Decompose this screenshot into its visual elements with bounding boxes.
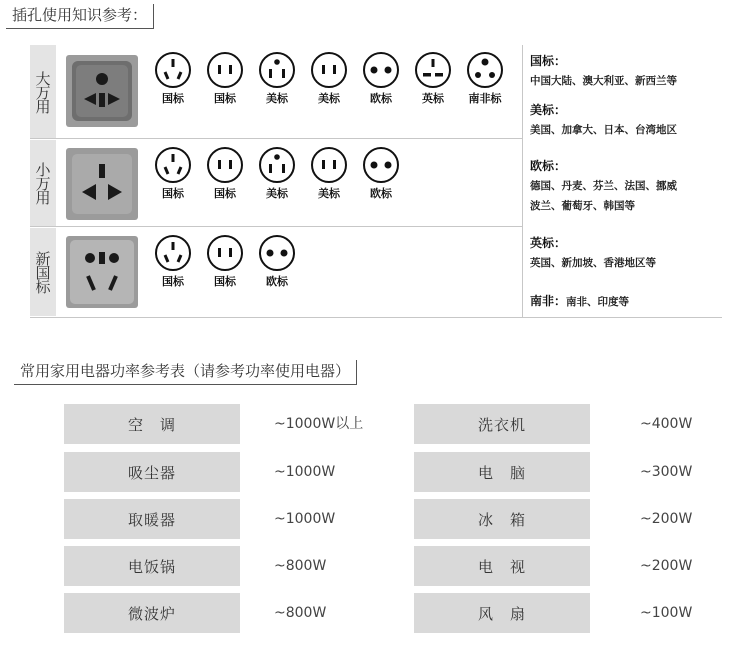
region-meibiao [530, 101, 730, 140]
plug-standard-label: 英标 [422, 92, 444, 105]
appliance-name: 电 脑 [414, 452, 590, 492]
plug-list [148, 146, 522, 226]
appliance-power: ~100W [640, 605, 693, 621]
plug-item [356, 146, 406, 201]
region-title: 欧标： [530, 159, 567, 173]
power-row [64, 593, 704, 633]
region-text: 德国、丹麦、芬兰、法国、挪威 [530, 180, 677, 192]
power-section-title: 常用家用电器功率参考表（请参考功率使用电器） [14, 360, 357, 385]
eu-round-pin-plug-icon [252, 234, 302, 272]
region-text: 英国、新加坡、香港地区等 [530, 257, 656, 269]
region-nanfei [530, 290, 730, 309]
plug-standard-label: 欧标 [266, 275, 288, 288]
appliance-name: 电 视 [414, 546, 590, 586]
socket-section-title: 插孔使用知识参考： [6, 4, 154, 29]
appliance-name: 洗衣机 [414, 404, 590, 444]
region-title: 南非： [530, 294, 567, 308]
row-label: 小万用 [30, 140, 56, 226]
appliance-power: ~300W [640, 464, 693, 480]
plug-item [252, 51, 302, 106]
power-row [64, 546, 704, 586]
appliance-power: ~1000W [274, 464, 336, 480]
appliance-name: 取暖器 [64, 499, 240, 539]
appliance-name: 电饭锅 [64, 546, 240, 586]
appliance-name: 风 扇 [414, 593, 590, 633]
power-row [64, 452, 704, 492]
plug-list [148, 234, 522, 314]
region-text: 美国、加拿大、日本、台湾地区 [530, 124, 677, 136]
power-row [64, 499, 704, 539]
region-title: 国标： [530, 54, 567, 68]
region-title: 英标： [530, 236, 567, 250]
south-africa-plug-icon [460, 51, 510, 89]
column-divider [522, 45, 523, 317]
two-flat-pin-plug-icon [304, 51, 354, 89]
region-text: 波兰、葡萄牙、韩国等 [530, 200, 635, 212]
new-national-socket-photo [66, 236, 138, 308]
appliance-power: ~1000W以上 [274, 416, 364, 432]
plug-item [408, 51, 458, 106]
plug-item [252, 146, 302, 201]
us-three-pin-plug-icon [252, 51, 302, 89]
plug-standard-label: 欧标 [370, 187, 392, 200]
plug-item [200, 146, 250, 201]
socket-row-small-universal [30, 140, 522, 227]
plug-item [304, 51, 354, 106]
appliance-power: ~1000W [274, 511, 336, 527]
plug-item [304, 146, 354, 201]
appliance-power: ~800W [274, 558, 327, 574]
socket-row-new-national [30, 228, 522, 316]
plug-item [200, 51, 250, 106]
region-guobiao [530, 52, 730, 91]
region-title: 美标： [530, 103, 567, 117]
plug-item [148, 234, 198, 289]
appliance-power: ~200W [640, 558, 693, 574]
row-label: 大万用 [30, 45, 56, 138]
socket-row-large-universal [30, 45, 522, 139]
power-row [64, 404, 704, 444]
appliance-power: ~200W [640, 511, 693, 527]
plug-standard-label: 国标 [214, 92, 236, 105]
appliance-name: 吸尘器 [64, 452, 240, 492]
plug-item [200, 234, 250, 289]
region-yingbiao [530, 234, 730, 273]
plug-standard-label: 美标 [266, 187, 288, 200]
plug-list [148, 51, 522, 131]
plug-item [460, 51, 510, 106]
plug-standard-label: 欧标 [370, 92, 392, 105]
plug-standard-label: 国标 [214, 187, 236, 200]
plug-item [148, 146, 198, 201]
plug-standard-label: 国标 [214, 275, 236, 288]
plug-item [252, 234, 302, 289]
appliance-power: ~400W [640, 416, 693, 432]
two-flat-pin-plug-icon [304, 146, 354, 184]
two-flat-pin-plug-icon [200, 146, 250, 184]
us-three-pin-plug-icon [252, 146, 302, 184]
cn-plug-icon [148, 234, 198, 272]
appliance-name: 空 调 [64, 404, 240, 444]
plug-item [148, 51, 198, 106]
row-label: 新国标 [30, 228, 56, 316]
eu-round-pin-plug-icon [356, 51, 406, 89]
appliance-power: ~800W [274, 605, 327, 621]
appliance-name: 冰 箱 [414, 499, 590, 539]
cn-plug-icon [148, 146, 198, 184]
plug-standard-label: 美标 [318, 92, 340, 105]
plug-standard-label: 国标 [162, 92, 184, 105]
region-oubiao [530, 157, 730, 216]
small-universal-socket-photo [66, 148, 138, 220]
cn-plug-icon [148, 51, 198, 89]
plug-standard-label: 国标 [162, 187, 184, 200]
two-flat-pin-plug-icon [200, 51, 250, 89]
plug-item [356, 51, 406, 106]
plug-standard-label: 国标 [162, 275, 184, 288]
uk-plug-icon [408, 51, 458, 89]
large-universal-socket-photo [66, 55, 138, 127]
region-text: 中国大陆、澳大利亚、新西兰等 [530, 75, 677, 87]
appliance-name: 微波炉 [64, 593, 240, 633]
two-flat-pin-plug-icon [200, 234, 250, 272]
plug-standard-label: 美标 [318, 187, 340, 200]
eu-round-pin-plug-icon [356, 146, 406, 184]
plug-standard-label: 美标 [266, 92, 288, 105]
plug-standard-label: 南非标 [468, 92, 502, 105]
region-text: 南非、印度等 [566, 296, 630, 308]
